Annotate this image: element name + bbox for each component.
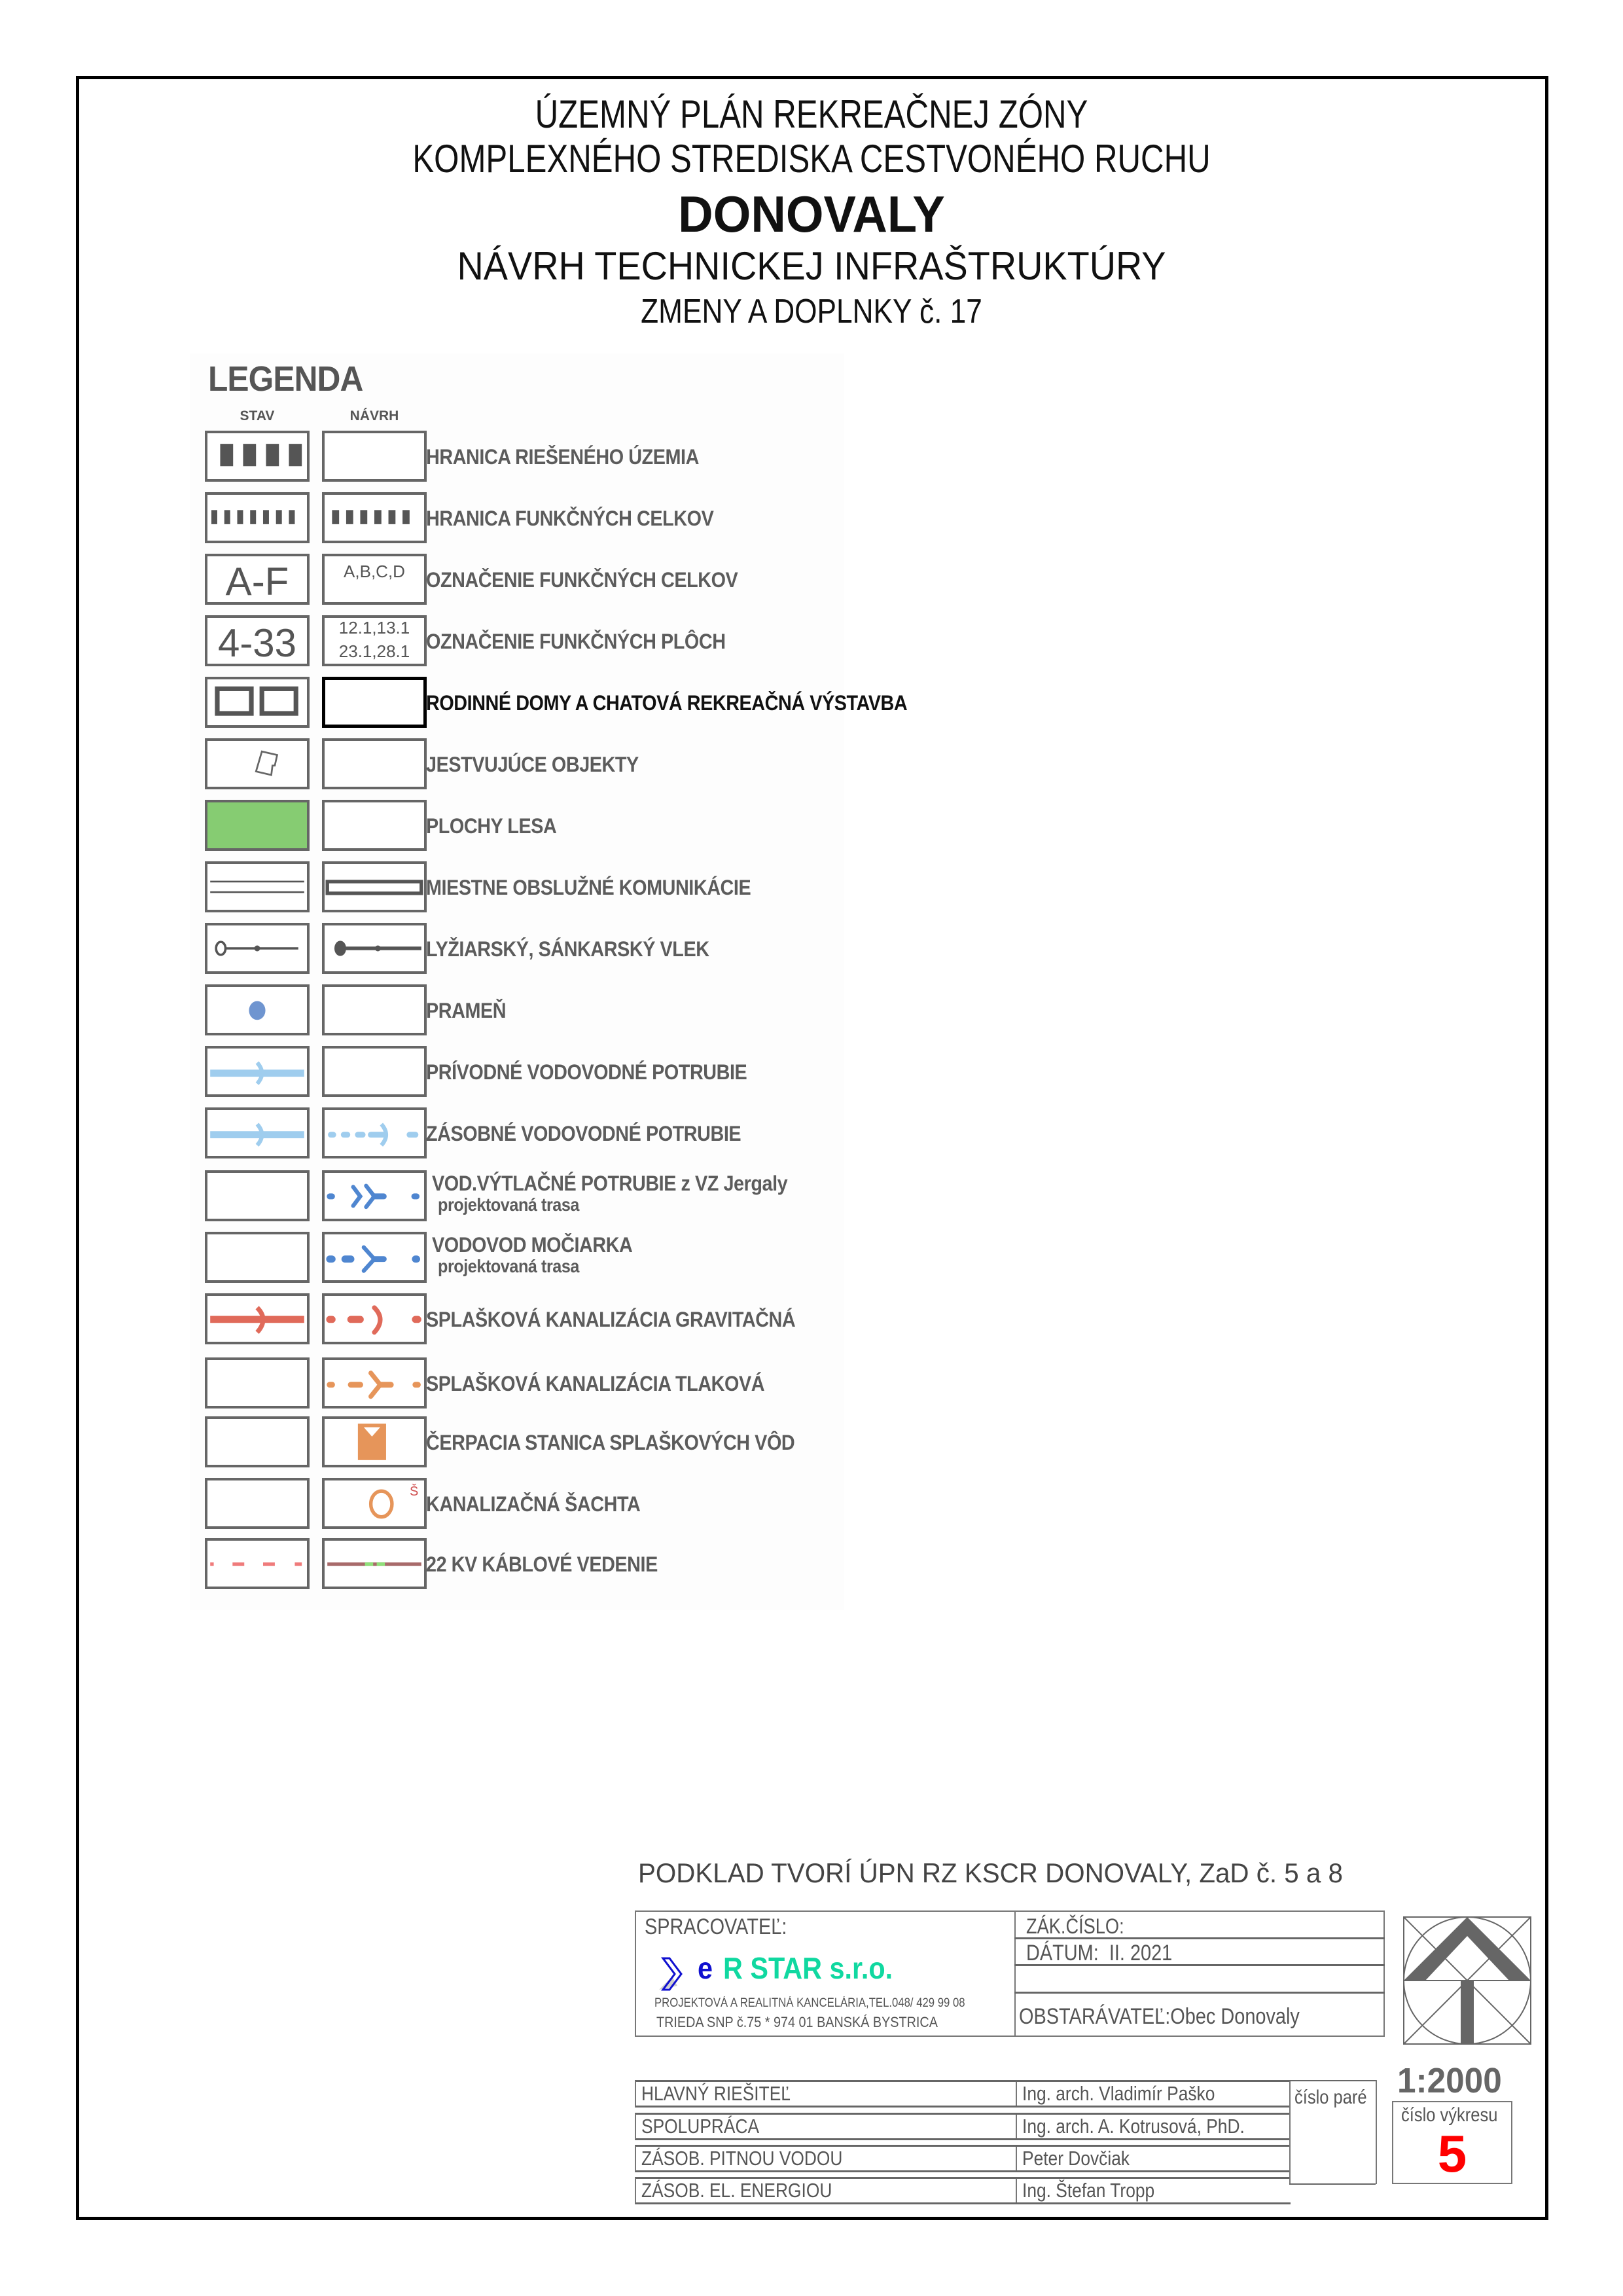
spring-dot-icon	[207, 987, 307, 1033]
legend-label-main: VOD.VÝTLAČNÉ POTRUBIE z VZ Jergaly	[432, 1172, 788, 1195]
title-line-2: KOMPLEXNÉHO STREDISKA CESTVONÉHO RUCHU	[412, 137, 1211, 181]
symbol-stav	[205, 861, 310, 912]
divider	[1289, 2080, 1291, 2184]
symbol-navrh	[322, 1046, 427, 1097]
legend-row-cable	[0, 1538, 1623, 1590]
forest-fill-icon	[205, 800, 310, 851]
legend-col-stav: STAV	[240, 408, 275, 423]
role-title: HLAVNÝ RIEŠITEĽ	[641, 2082, 791, 2105]
legend-label	[432, 1233, 632, 1277]
symbol-navrh	[322, 1357, 427, 1408]
legend-label: RODINNÉ DOMY A CHATOVÁ REKREAČNÁ VÝSTAVBA	[426, 691, 908, 715]
divider	[1014, 1910, 1016, 2037]
thick-dashed-boundary-icon	[207, 433, 307, 479]
symbol-stav	[205, 1046, 310, 1097]
legend-sublabel: projektovaná trasa	[438, 1194, 579, 1215]
symbol-navrh	[322, 1107, 427, 1158]
legend-label: SPLAŠKOVÁ KANALIZÁCIA GRAVITAČNÁ	[426, 1308, 796, 1331]
company-logo-e: e	[698, 1951, 713, 1985]
client-value: Obec Donovaly	[1170, 2004, 1300, 2029]
legend-label: PRAMEŇ	[426, 999, 507, 1022]
title-amendment: ZMENY A DOPLNKY č. 17	[641, 293, 982, 331]
symbol-navrh	[322, 861, 427, 912]
legend-label: ČERPACIA STANICA SPLAŠKOVÝCH VÔD	[426, 1431, 795, 1454]
legend-label	[432, 1172, 787, 1215]
legend-row-pump-station	[0, 1416, 1623, 1469]
legend-row-forest	[0, 800, 1623, 852]
legend-label: JESTVUJÚCE OBJEKTY	[426, 753, 639, 776]
legend-row-pressure-sewer	[0, 1357, 1623, 1410]
symbol-stav	[205, 1478, 310, 1529]
legend-row-unit-marking	[0, 554, 1623, 606]
symbol-stav	[205, 554, 310, 605]
symbol-navrh	[322, 738, 427, 789]
date-value: II. 2021	[1109, 1941, 1173, 1965]
roles-frame	[635, 2080, 1289, 2184]
stav-marking-text: 4-33	[217, 621, 297, 665]
symbol-navrh	[322, 923, 427, 974]
symbol-navrh	[322, 800, 427, 851]
title-place: DONOVALY	[678, 185, 945, 243]
dashed-boundary-icon	[207, 495, 307, 541]
role-person: Ing. Štefan Tropp	[1022, 2179, 1155, 2202]
divider	[1289, 2183, 1376, 2185]
legend-row-manhole	[0, 1478, 1623, 1530]
symbol-stav	[205, 615, 310, 666]
date-field	[1026, 1941, 1172, 1966]
navrh-marking-text: A,B,C,D	[344, 562, 405, 581]
legend-row-ski-lift	[0, 923, 1623, 975]
drawing-number: 5	[1437, 2125, 1467, 2183]
ski-lift-proposed-icon	[325, 925, 424, 971]
legend-label: PLOCHY LESA	[426, 814, 557, 838]
legend-row-mociarka	[0, 1232, 1623, 1284]
gravity-sewer-proposed-icon	[325, 1296, 424, 1342]
building-outline-icon	[207, 741, 307, 787]
water-distribution-pipe-proposed-icon	[325, 1110, 424, 1156]
legend-row-supply-pipe	[0, 1046, 1623, 1098]
symbol-navrh	[322, 431, 427, 482]
symbol-stav	[205, 1416, 310, 1467]
legend-label: LYŽIARSKÝ, SÁNKARSKÝ VLEK	[426, 937, 709, 961]
role-person: Ing. arch. A. Kotrusová, PhD.	[1022, 2115, 1245, 2138]
legend-sublabel: projektovaná trasa	[438, 1256, 579, 1276]
role-person: Ing. arch. Vladimír Paško	[1022, 2082, 1215, 2105]
company-name: R STAR s.r.o.	[723, 1951, 893, 1985]
water-supply-pipe-icon	[207, 1049, 307, 1094]
symbol-navrh	[322, 1478, 427, 1529]
symbol-navrh	[322, 984, 427, 1035]
cable-proposed-icon	[325, 1541, 424, 1587]
symbol-stav	[205, 1170, 310, 1221]
symbol-navrh	[322, 615, 427, 666]
legend-row-local-roads	[0, 861, 1623, 914]
legend-label: OZNAČENIE FUNKČNÝCH PLÔCH	[426, 630, 726, 653]
title-subject: NÁVRH TECHNICKEJ INFRAŠTRUKTÚRY	[457, 244, 1166, 288]
road-proposed-icon	[325, 864, 424, 910]
gravity-sewer-icon	[207, 1296, 307, 1342]
legend-title: LEGENDA	[208, 359, 363, 399]
legend-label: 22 KV KÁBLOVÉ VEDENIE	[426, 1552, 658, 1576]
divider	[1376, 2080, 1377, 2184]
symbol-stav	[205, 923, 310, 974]
mociarka-pipe-proposed-icon	[325, 1234, 424, 1280]
symbol-stav	[205, 1293, 310, 1344]
symbol-stav	[205, 1357, 310, 1408]
copy-number-label: číslo paré	[1294, 2087, 1367, 2108]
legend-row-unit-boundary	[0, 492, 1623, 545]
symbol-navrh	[322, 492, 427, 543]
ski-lift-icon	[207, 925, 307, 971]
legend-col-navrh: NÁVRH	[349, 408, 399, 423]
symbol-stav	[205, 492, 310, 543]
houses-icon	[207, 679, 307, 725]
role-title: ZÁSOB. PITNOU VODOU	[641, 2147, 843, 2170]
drawing-number-label: číslo výkresu	[1401, 2104, 1498, 2126]
symbol-navrh	[322, 677, 427, 728]
legend-row-houses	[0, 677, 1623, 729]
water-distribution-pipe-icon	[207, 1110, 307, 1156]
symbol-stav	[205, 1232, 310, 1283]
company-address-line-1: PROJEKTOVÁ A REALITNÁ KANCELÁRIA,TEL.048/ 429 99 08	[654, 1996, 965, 2010]
dashed-boundary-proposed-icon	[325, 495, 424, 541]
divider	[1014, 1992, 1385, 1994]
company-logo-chevron-icon	[658, 1957, 690, 1992]
legend-label: MIESTNE OBSLUŽNÉ KOMUNIKÁCIE	[426, 876, 751, 899]
legend-label: OZNAČENIE FUNKČNÝCH CELKOV	[426, 568, 738, 592]
symbol-navrh	[322, 1293, 427, 1344]
pressure-pipe-proposed-icon	[325, 1173, 424, 1219]
legend-label: PRÍVODNÉ VODOVODNÉ POTRUBIE	[426, 1060, 747, 1084]
symbol-stav	[205, 431, 310, 482]
symbol-stav	[205, 984, 310, 1035]
road-icon	[207, 864, 307, 910]
symbol-navrh	[322, 1232, 427, 1283]
legend-label-main: VODOVOD MOČIARKA	[432, 1233, 633, 1257]
symbol-stav	[205, 677, 310, 728]
symbol-navrh	[322, 554, 427, 605]
title-line-1: ÚZEMNÝ PLÁN REKREAČNEJ ZÓNY	[535, 92, 1088, 136]
legend-row-area-boundary	[0, 431, 1623, 483]
navrh-marking-text-2: 23.1,28.1	[338, 641, 410, 661]
legend-row-pressure-pipe	[0, 1170, 1623, 1223]
contract-number-label: ZÁK.ČÍSLO:	[1026, 1914, 1124, 1938]
legend-label: SPLAŠKOVÁ KANALIZÁCIA TLAKOVÁ	[426, 1372, 765, 1395]
pressure-sewer-proposed-icon	[325, 1360, 424, 1406]
legend-label: ZÁSOBNÉ VODOVODNÉ POTRUBIE	[426, 1122, 741, 1145]
legend-row-distribution-pipe	[0, 1107, 1623, 1160]
legend-label: HRANICA RIEŠENÉHO ÚZEMIA	[426, 445, 699, 469]
legend-row-area-marking	[0, 615, 1623, 668]
role-title: SPOLUPRÁCA	[641, 2115, 760, 2138]
cable-dashed-icon	[207, 1541, 307, 1587]
role-person: Peter Dovčiak	[1022, 2147, 1130, 2170]
north-arrow-icon	[1403, 1916, 1531, 2045]
processor-label: SPRACOVATEĽ:	[645, 1914, 787, 1939]
manhole-symbol-text: Š	[410, 1484, 419, 1499]
client-field	[1019, 2004, 1300, 2030]
legend-label: HRANICA FUNKČNÝCH CELKOV	[426, 507, 714, 530]
date-label: DÁTUM:	[1026, 1941, 1099, 1965]
legend-row-spring	[0, 984, 1623, 1037]
client-label: OBSTARÁVATEĽ:	[1019, 2004, 1171, 2029]
symbol-navrh	[322, 1538, 427, 1589]
company-address-line-2: TRIEDA SNP č.75 * 974 01 BANSKÁ BYSTRICA	[656, 2014, 938, 2030]
pump-station-icon	[325, 1419, 424, 1465]
base-map-note: PODKLAD TVORÍ ÚPN RZ KSCR DONOVALY, ZaD č. 5 a 8	[638, 1857, 1343, 1888]
scale: 1:2000	[1397, 2061, 1502, 2100]
legend-label: KANALIZAČNÁ ŠACHTA	[426, 1492, 641, 1516]
symbol-navrh	[322, 1170, 427, 1221]
symbol-navrh	[322, 1416, 427, 1467]
divider	[1289, 2080, 1376, 2081]
legend-row-gravity-sewer	[0, 1293, 1623, 1346]
navrh-marking-text-1: 12.1,13.1	[338, 618, 410, 637]
stav-marking-text: A-F	[225, 560, 289, 603]
symbol-stav	[205, 1538, 310, 1589]
role-title: ZÁSOB. EL. ENERGIOU	[641, 2179, 832, 2202]
symbol-stav	[205, 738, 310, 789]
legend-row-existing-buildings	[0, 738, 1623, 791]
symbol-stav	[205, 1107, 310, 1158]
